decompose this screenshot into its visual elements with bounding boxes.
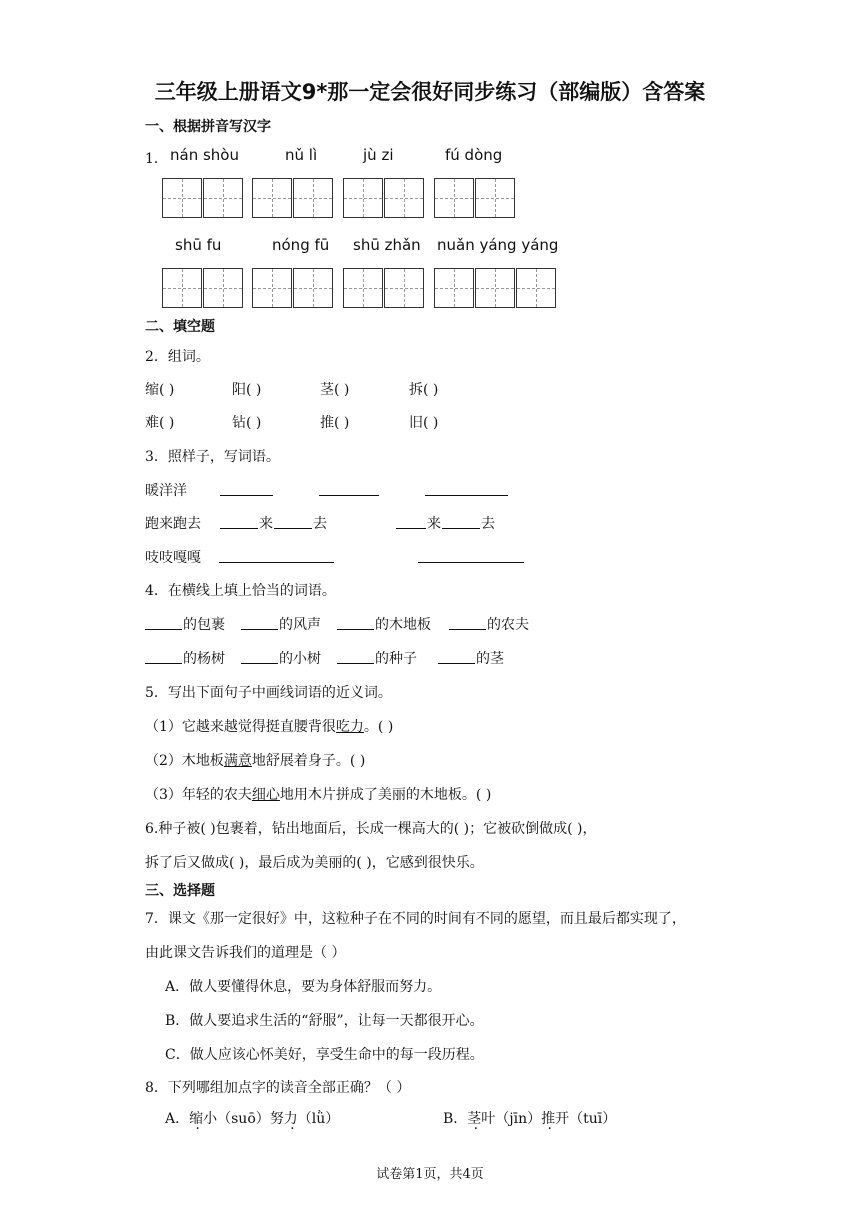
q4-item: 的木地板 bbox=[375, 617, 431, 633]
q3-example-2: 跑来跑去 bbox=[145, 516, 201, 532]
writing-grid-6[interactable] bbox=[252, 268, 334, 308]
pinyin-3: jù zi bbox=[363, 146, 394, 164]
answer-line[interactable] bbox=[241, 629, 278, 630]
q2-item: 旧( ) bbox=[409, 415, 439, 431]
q7-line-1: 7．课文《那一定很好》中，这粒种子在不同的时间有不同的愿望，而且最后都实现了， bbox=[145, 911, 686, 927]
answer-line[interactable] bbox=[220, 495, 273, 496]
q7-option-b[interactable]: B．做人要追求生活的“舒服”，让每一天都很开心。 bbox=[165, 1013, 484, 1029]
pinyin-7: shū zhǎn bbox=[353, 236, 421, 254]
q2-item: 阳( ) bbox=[232, 382, 262, 398]
answer-line[interactable] bbox=[219, 562, 334, 563]
writing-grid-7[interactable] bbox=[343, 268, 425, 308]
page-title: 三年级上册语文9*那一定会很好同步练习（部编版）含答案 bbox=[154, 80, 706, 104]
q4-item: 的杨树 bbox=[183, 651, 225, 667]
q3-qu: 去 bbox=[481, 516, 495, 532]
q2-item: 难( ) bbox=[145, 415, 175, 431]
q5-sentence-2: （2）木地板满意地舒展着身子。( ) bbox=[145, 753, 366, 769]
q2-stem: 2．组词。 bbox=[145, 349, 210, 365]
q5-sentence-1: （1）它越来越觉得挺直腰背很吃力。( ) bbox=[145, 719, 394, 735]
answer-line[interactable] bbox=[319, 495, 379, 496]
q3-example-1: 暖洋洋 bbox=[145, 483, 187, 499]
q7-line-2: 由此课文告诉我们的道理是（ ） bbox=[145, 945, 346, 961]
answer-line[interactable] bbox=[274, 528, 312, 529]
q2-item: 缩( ) bbox=[145, 382, 175, 398]
answer-line[interactable] bbox=[418, 562, 524, 563]
q3-lai: 来 bbox=[259, 516, 273, 532]
q4-item: 的种子 bbox=[375, 651, 417, 667]
q8-option-b[interactable]: B．茎叶（jīn）推开（tuī） bbox=[443, 1111, 617, 1127]
writing-grid-2[interactable] bbox=[252, 178, 334, 218]
q8-option-a[interactable]: A．缩小（suō）努力（lǜ） bbox=[165, 1111, 340, 1127]
q2-item: 茎( ) bbox=[320, 382, 350, 398]
pinyin-2: nǔ lì bbox=[285, 146, 318, 164]
q3-lai: 来 bbox=[427, 516, 441, 532]
q4-item: 的包裹 bbox=[183, 617, 225, 633]
q7-option-a[interactable]: A．做人要懂得休息，要为身体舒服而努力。 bbox=[165, 979, 442, 995]
pinyin-1: nán shòu bbox=[170, 146, 239, 164]
writing-grid-1[interactable] bbox=[162, 178, 244, 218]
q3-stem: 3．照样子，写词语。 bbox=[145, 449, 280, 465]
section-heading-1: 一、根据拼音写汉字 bbox=[145, 119, 271, 135]
answer-line[interactable] bbox=[337, 629, 374, 630]
q4-item: 的茎 bbox=[476, 651, 504, 667]
q8-stem: 8．下列哪组加点字的读音全部正确？（ ） bbox=[145, 1080, 411, 1096]
q5-stem: 5．写出下面句子中画线词语的近义词。 bbox=[145, 685, 392, 701]
q2-item: 拆( ) bbox=[409, 382, 439, 398]
q3-qu: 去 bbox=[313, 516, 327, 532]
pinyin-4: fú dòng bbox=[445, 146, 503, 164]
writing-grid-3[interactable] bbox=[343, 178, 425, 218]
answer-line[interactable] bbox=[241, 663, 278, 664]
q3-example-3: 吱吱嘎嘎 bbox=[145, 550, 201, 566]
answer-line[interactable] bbox=[145, 629, 182, 630]
answer-line[interactable] bbox=[438, 663, 475, 664]
pinyin-6: nóng fū bbox=[272, 236, 330, 254]
answer-line[interactable] bbox=[449, 629, 486, 630]
q4-item: 的风声 bbox=[279, 617, 321, 633]
q4-item: 的小树 bbox=[279, 651, 321, 667]
page-footer: 试卷第1页，共4页 bbox=[376, 1167, 484, 1182]
answer-line[interactable] bbox=[337, 663, 374, 664]
writing-grid-5[interactable] bbox=[162, 268, 244, 308]
q2-item: 钻( ) bbox=[232, 415, 262, 431]
answer-line[interactable] bbox=[396, 528, 426, 529]
q5-sentence-3: （3）年轻的农夫细心地用木片拼成了美丽的木地板。( ) bbox=[145, 787, 492, 803]
q4-item: 的农夫 bbox=[487, 617, 529, 633]
writing-grid-4[interactable] bbox=[434, 178, 516, 218]
answer-line[interactable] bbox=[145, 663, 182, 664]
q6-line-1: 6.种子被( )包裹着，钻出地面后，长成一棵高大的( )；它被砍倒做成( )， bbox=[145, 821, 597, 837]
q2-item: 推( ) bbox=[320, 415, 350, 431]
writing-grid-8[interactable] bbox=[434, 268, 557, 308]
pinyin-8: nuǎn yáng yáng bbox=[437, 236, 559, 254]
section-heading-2: 二、填空题 bbox=[145, 319, 215, 335]
answer-line[interactable] bbox=[425, 495, 508, 496]
pinyin-5: shū fu bbox=[175, 236, 222, 254]
q4-stem: 4．在横线上填上恰当的词语。 bbox=[145, 583, 336, 599]
q6-line-2: 拆了后又做成( )，最后成为美丽的( )，它感到很快乐。 bbox=[145, 855, 484, 871]
section-heading-3: 三、选择题 bbox=[145, 883, 215, 899]
answer-line[interactable] bbox=[220, 528, 258, 529]
answer-line[interactable] bbox=[442, 528, 480, 529]
q7-option-c[interactable]: C．做人应该心怀美好，享受生命中的每一段历程。 bbox=[165, 1047, 484, 1063]
q1-number: 1． bbox=[145, 151, 168, 167]
